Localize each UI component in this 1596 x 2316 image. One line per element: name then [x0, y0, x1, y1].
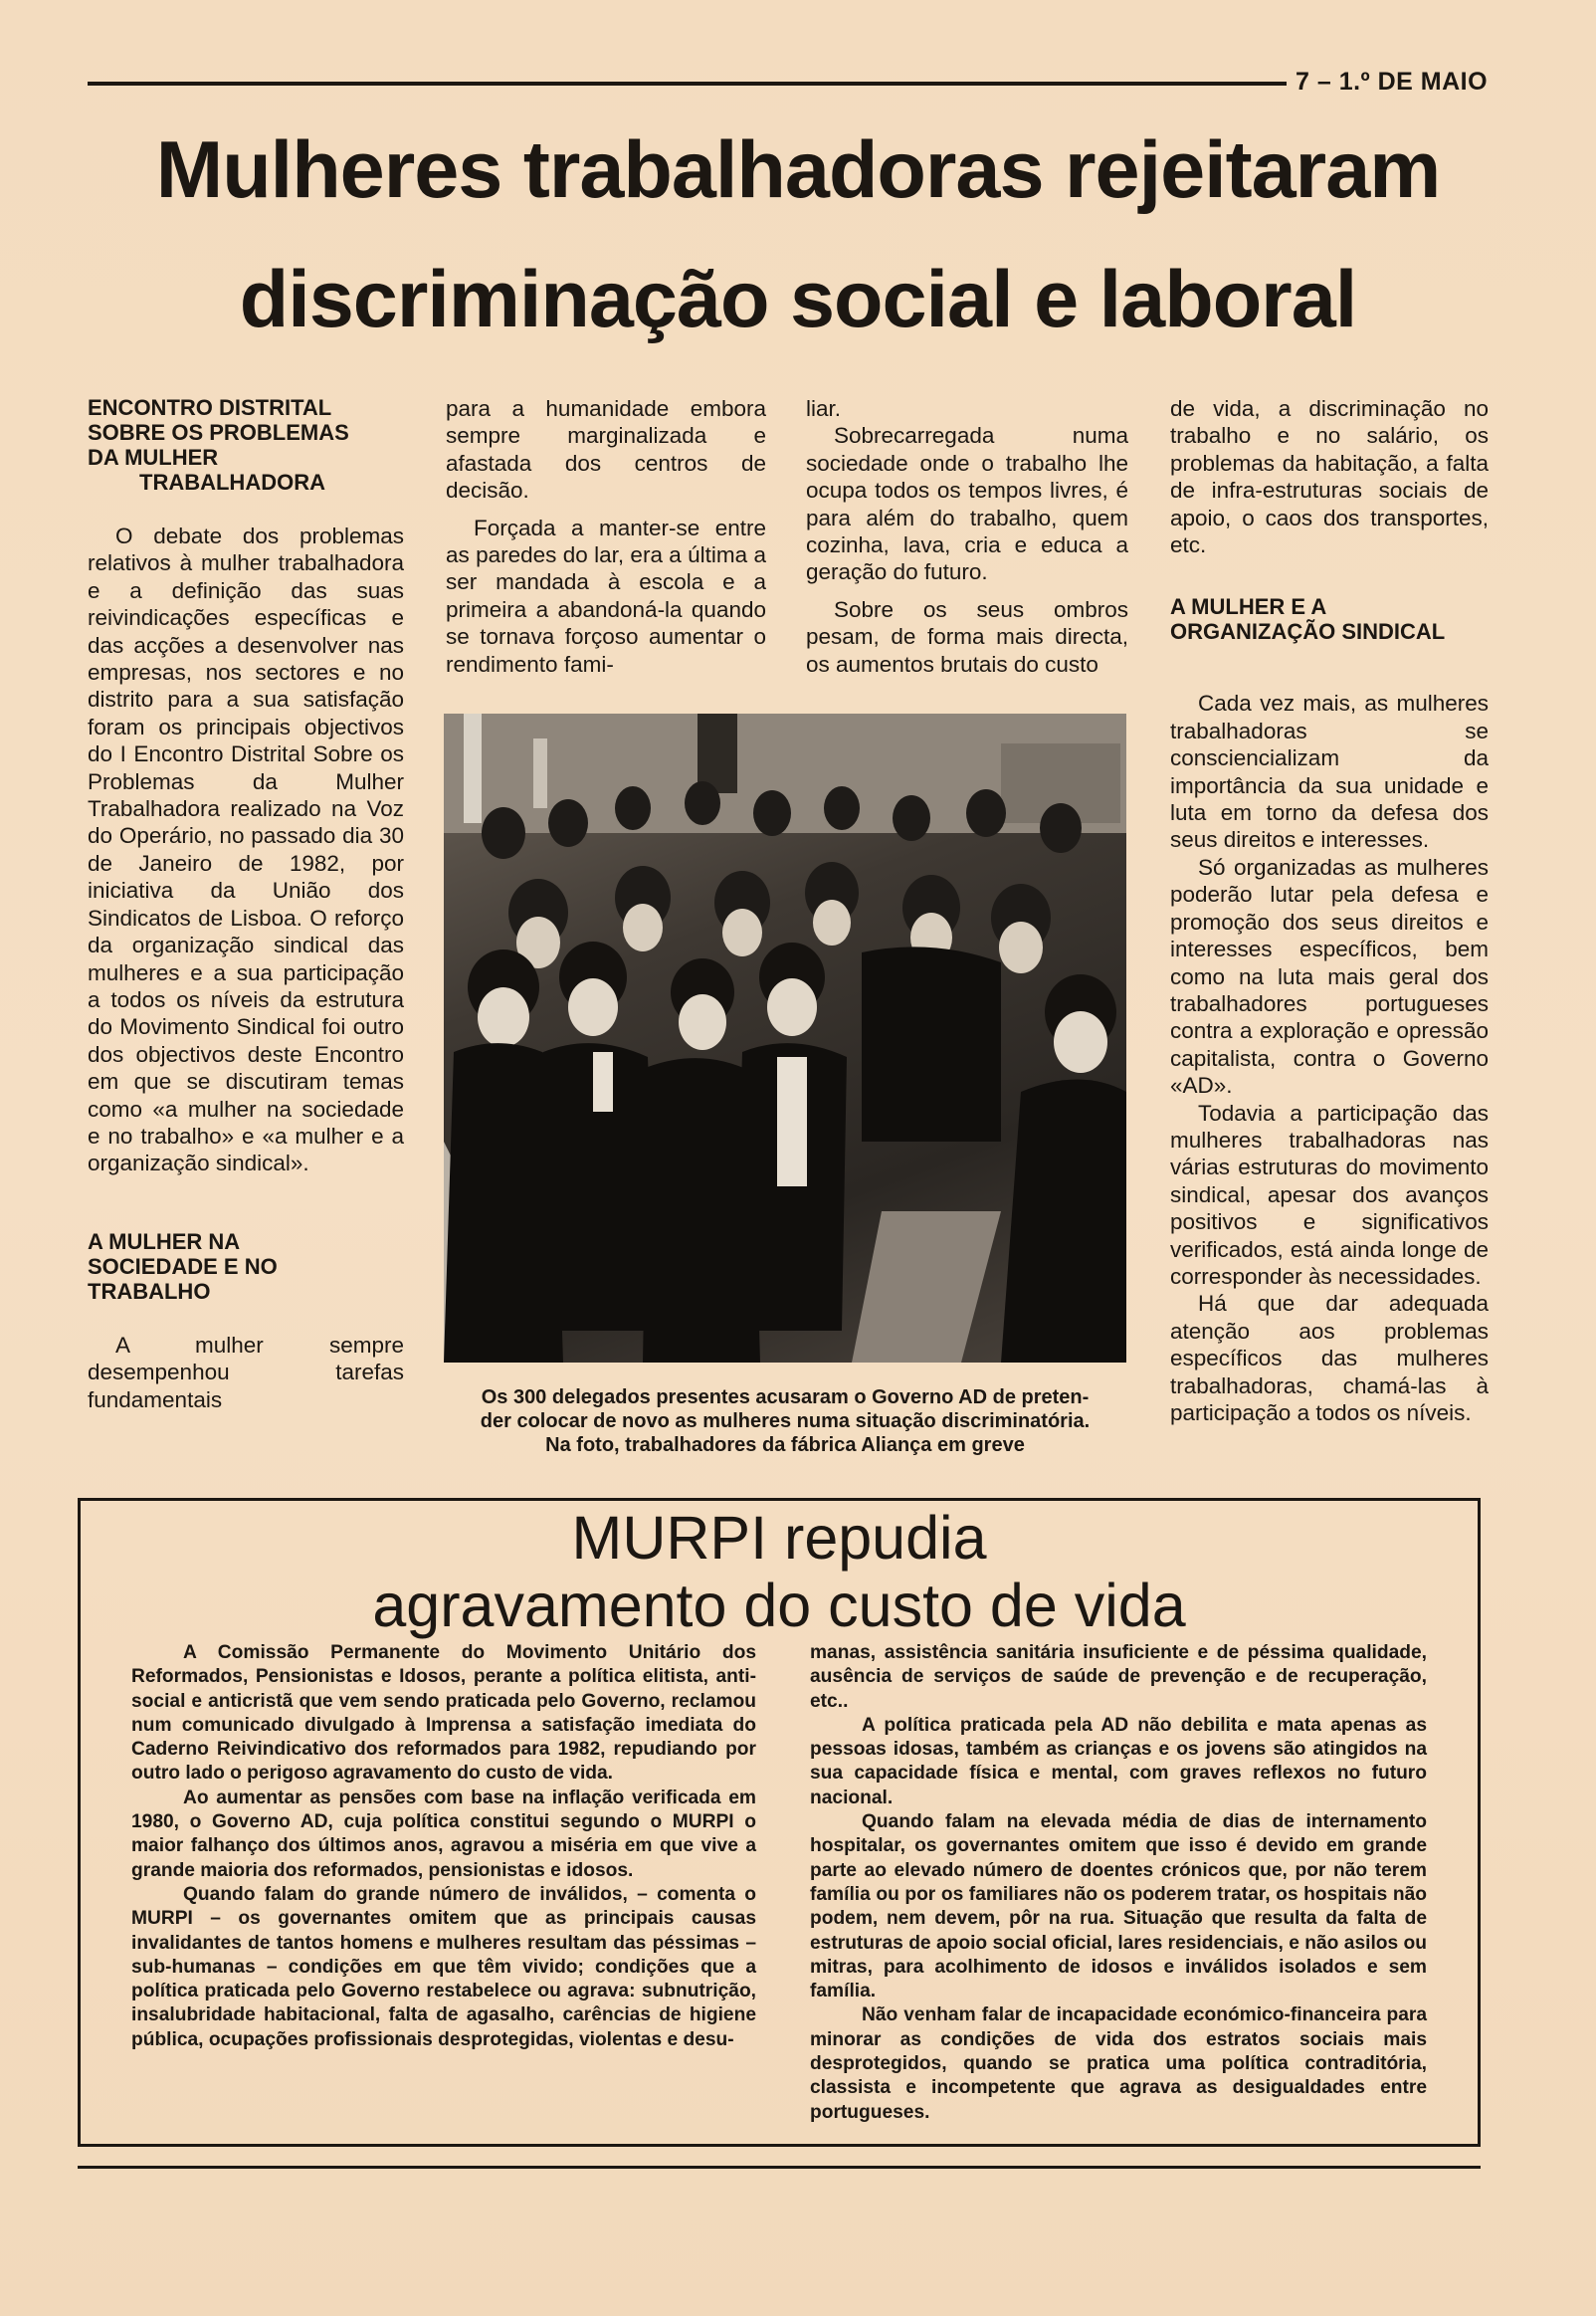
paragraph: Forçada a manter-se entre as paredes do lar, era a última a ser mandada à escola e a primeira a abandoná-la quando se tornava forçoso aumentar o rendimento fami-	[446, 515, 766, 677]
paragraph: Há que dar adequada atenção aos problemas específicos das mulheres trabalhadoras, chamá-las à participação a todos os níveis.	[1170, 1291, 1489, 1425]
caption-line: der colocar de novo as mulheres numa situação discriminatória.	[480, 1410, 1091, 1432]
paragraph: para a humanidade embora sempre marginalizada e afastada dos centros de decisão.	[446, 396, 766, 504]
paragraph: Sobrecarregada numa sociedade onde o trabalho lhe ocupa todos os tempos livres, é para além do trabalho, quem cozinha, lava, cria e educa a geração do futuro.	[806, 423, 1128, 585]
paragraph: Quando falam do grande número de inválidos, – comenta o MURPI – os governantes omitem que as principais causas invalidantes de tantos homens e mulheres resultam das péssimas – sub-humanas – condições em que têm vivido; condições que a política praticada pelo Governo restabelece ou agrava: subnutrição, insalubridade habitacional, falta de agasalho, carências de higiene pública, ocupações profissionais desprotegidas, violentas e desu-	[131, 1883, 756, 2050]
paragraph: Cada vez mais, as mulheres trabalhadoras se consciencializam da importância da sua unidade e luta em torno da defesa dos seus direitos e interesses.	[1170, 691, 1489, 853]
crowd-photo-icon	[444, 714, 1126, 1363]
page-label: 7 – 1.º DE MAIO	[1296, 68, 1489, 96]
paragraph: Só organizadas as mulheres poderão lutar pela defesa e promoção dos seus direitos e interesses específicos, bem como na luta mais geral dos trabalhadores portugueses contra a exploração e opressão capitalista, contra o Governo «AD».	[1170, 854, 1489, 1099]
paragraph: Todavia a participação das mulheres trabalhadoras nas várias estruturas do movimento sindical, apesar dos avanços positivos e significativos verificados, está ainda longe de corresponder às necessidades.	[1170, 1100, 1489, 1289]
subhead-sociedade	[88, 1229, 404, 1304]
footer-rule	[78, 2166, 1481, 2169]
article-column-1	[88, 395, 404, 1413]
murpi-title-line-1: MURPI repudia	[571, 1504, 987, 1572]
paragraph: Não venham falar de incapacidade económico-financeira para minorar as condições de vida dos estratos sociais mais desprotegidos, quando se pratica uma política contraditória, classista e incompetente que agrava as desigualdades entre portugueses.	[810, 2004, 1427, 2123]
article-column-3	[806, 395, 1128, 678]
headline-line-2: discriminação social e laboral	[239, 255, 1357, 344]
paragraph: A política praticada pela AD não debilita e mata apenas as pessoas idosas, também as crianças e os jovens são atingidos na sua capacidade física e mental, com graves reflexos no futuro nacional.	[810, 1714, 1427, 1808]
caption-line: Os 300 delegados presentes acusaram o Governo AD de preten-	[481, 1386, 1090, 1408]
header-rule	[88, 82, 1287, 86]
paragraph: de vida, a discriminação no trabalho e no salário, os problemas da habitação, a falta de infra-estruturas sociais de apoio, o caos dos transportes, etc.	[1170, 396, 1489, 558]
paragraph: Quando falam na elevada média de dias de internamento hospitalar, os governantes omitem que isso é devido em grande parte ao elevado número de doentes crónicos que, por não terem família ou por os familiares não os poderem tratar, os hospitais não podem, nem devem, pôr na rua. Situação que resulta da falta de estruturas de apoio social oficial, lares residenciais, e não asilos ou mitras, para acolhimento de idosos e inválidos isolados e sem família.	[810, 1811, 1427, 2002]
subhead-line: TRABALHADORA	[139, 470, 325, 495]
crowd-photo	[444, 714, 1126, 1363]
subhead-organizacao	[1170, 594, 1489, 644]
subhead-line: ORGANIZAÇÃO SINDICAL	[1170, 619, 1446, 645]
subhead-line: A MULHER NA	[88, 1228, 241, 1254]
murpi-column-2	[810, 1641, 1427, 2125]
subhead-line: A MULHER E A	[1170, 594, 1327, 620]
subhead-encontro	[88, 395, 404, 495]
murpi-title-line-2: agravamento do custo de vida	[372, 1572, 1186, 1639]
article-column-2	[446, 395, 766, 678]
murpi-column-1	[131, 1641, 756, 2052]
paragraph: manas, assistência sanitária insuficiente e de péssima qualidade, ausência de serviços de saúde de prevenção e de recuperação, etc..	[810, 1642, 1427, 1712]
subhead-line: SOCIEDADE E NO	[88, 1253, 278, 1279]
paragraph: Ao aumentar as pensões com base na inflação verificada em 1980, o Governo AD, cuja política constitui segundo o MURPI o maior falhanço dos últimos anos, agravou a miséria em que vive a grande maioria dos reformados, pensionistas e idosos.	[131, 1787, 756, 1881]
paragraph: O debate dos problemas relativos à mulher trabalhadora e a definição das suas reivindicações específicas e das acções a desenvolver nas empresas, nos sectores e no distrito para a sua satisfação foram os principais objectivos do I Encontro Distrital Sobre os Problemas da Mulher Trabalhadora realizado na Voz do Operário, no passado dia 30 de Janeiro de 1982, por iniciativa da União dos Sindicatos de Lisboa. O reforço da organização sindical das mulheres e a sua participação a todos os níveis da estrutura do Movimento Sindical foi outro dos objectivos deste Encontro em que se discutiram temas como «a mulher na sociedade e no trabalho» e «a mulher e a organização sindical».	[88, 524, 404, 1176]
caption-line: Na foto, trabalhadores da fábrica Aliança em greve	[545, 1434, 1025, 1456]
article-column-4	[1170, 395, 1489, 1426]
headline-line-1: Mulheres trabalhadoras rejeitaram	[155, 125, 1441, 215]
subhead-line: DA MULHER	[88, 445, 219, 470]
subhead-line: SOBRE OS PROBLEMAS	[88, 420, 349, 445]
subhead-line: TRABALHO	[88, 1278, 211, 1304]
paragraph: A mulher sempre desempenhou tarefas fundamentais	[88, 1332, 404, 1412]
paragraph: liar.	[806, 396, 842, 421]
paragraph: Sobre os seus ombros pesam, de forma mais directa, os aumentos brutais do custo	[806, 596, 1128, 677]
paragraph: A Comissão Permanente do Movimento Unitário dos Reformados, Pensionistas e Idosos, perante a política elitista, anti-social e anticristã que vem sendo praticada pelo Governo, reclamou num comunicado divulgado à Imprensa a satisfação imediata do Caderno Reivindicativo dos reformados para 1982, repudiando por outro lado o perigoso agravamento do custo de vida.	[131, 1642, 756, 1785]
subhead-line: ENCONTRO DISTRITAL	[88, 395, 332, 420]
photo-caption	[444, 1385, 1126, 1457]
